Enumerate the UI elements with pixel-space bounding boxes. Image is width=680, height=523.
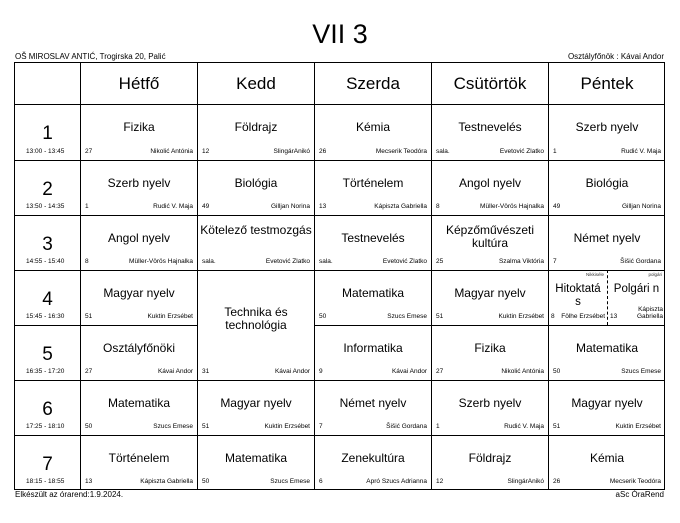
lesson-subject: Történelem (108, 450, 170, 465)
class-teacher: Osztályfőnök : Kávai Andor (567, 52, 664, 61)
lesson-teacher: Szalma Viktória (498, 258, 544, 265)
lesson-subject: Német nyelv (573, 230, 641, 245)
lesson-subject: Matematika (341, 285, 405, 300)
lesson-cell (80, 104, 197, 160)
lesson-teacher: Mecserik Teodóra (609, 478, 661, 485)
day-header: Kedd (197, 62, 314, 104)
lesson-subject: Osztályfőnöki (102, 340, 176, 355)
lesson-room: 50 (202, 478, 210, 485)
lesson-teacher: Müller-Vörös Hajnalka (129, 258, 193, 265)
lesson-cell (80, 160, 197, 215)
lesson-room: 6 (319, 478, 323, 485)
lesson-cell (314, 104, 431, 160)
lesson-teacher: Evetović Zlatko (499, 148, 544, 155)
lesson-room: 31 (202, 368, 210, 375)
lesson-room: 25 (436, 258, 444, 265)
lesson-cell (80, 215, 197, 270)
lesson-subject: Kötelező testmozgás (200, 222, 312, 237)
lesson-subject: Magyar nyelv (220, 395, 292, 410)
lesson-cell (314, 160, 431, 215)
lesson-room: sala. (202, 258, 216, 265)
lesson-cell (197, 270, 314, 380)
lesson-subject: Biológia (585, 175, 629, 190)
period-number: 7 (42, 454, 53, 475)
lesson-subject: Fizika (474, 340, 506, 355)
lesson-subject: Matematika (107, 395, 171, 410)
lesson-teacher: Kávai Andor (274, 368, 310, 375)
lesson-room: 13 (85, 478, 93, 485)
timetable-grid (14, 62, 665, 490)
lesson-room: sala. (319, 258, 333, 265)
lesson-cell (431, 325, 548, 380)
lesson-teacher: Kápiszta Gabriella (140, 478, 193, 485)
lesson-room: 9 (319, 368, 323, 375)
lesson-room: 1 (436, 423, 440, 430)
lesson-room: sala. (436, 148, 450, 155)
lesson-room: 13 (610, 313, 618, 320)
lesson-cell (548, 435, 665, 490)
footer-created-date: Elkészült az órarend:1.9.2024. (15, 490, 124, 499)
lesson-cell (197, 104, 314, 160)
period-cell (14, 160, 80, 215)
lesson-teacher: Evetović Zlatko (265, 258, 310, 265)
period-cell (14, 380, 80, 435)
lesson-room: 8 (85, 258, 89, 265)
lesson-cell (314, 270, 431, 325)
lesson-teacher: Szucs Emese (270, 478, 310, 485)
lesson-subject: Földrajz (468, 450, 512, 465)
lesson-subject: Német nyelv (339, 395, 407, 410)
lesson-subject: Magyar nyelv (103, 285, 175, 300)
lesson-room: 27 (436, 368, 444, 375)
lesson-cell (431, 435, 548, 490)
lesson-subject: Polgári n (613, 283, 660, 295)
lesson-cell (314, 380, 431, 435)
lesson-cell (548, 325, 665, 380)
lesson-subject: Magyar nyelv (454, 285, 526, 300)
lesson-cell-split-left (548, 270, 607, 325)
lesson-cell (80, 270, 197, 325)
lesson-teacher: Kávai Andor (157, 368, 193, 375)
lesson-teacher: Nikolić Antónia (501, 368, 544, 375)
lesson-room: 7 (319, 423, 323, 430)
lesson-cell (548, 215, 665, 270)
lesson-subject: Magyar nyelv (571, 395, 643, 410)
day-header: Hétfő (80, 62, 197, 104)
lesson-cell (197, 215, 314, 270)
lesson-room: 7 (553, 258, 557, 265)
lesson-teacher: Kuktin Erzsébet (264, 423, 310, 430)
lesson-room: 51 (202, 423, 210, 430)
lesson-cell (314, 215, 431, 270)
lesson-room: 27 (85, 148, 93, 155)
lesson-teacher: Kápiszta Gabriella (374, 203, 427, 210)
period-number: 1 (42, 123, 53, 144)
lesson-cell (314, 325, 431, 380)
lesson-teacher: Rudić V. Maja (153, 203, 193, 210)
period-cell (14, 215, 80, 270)
lesson-cell (197, 380, 314, 435)
lesson-subject: Biológia (234, 175, 278, 190)
period-cell (14, 104, 80, 160)
lesson-teacher: Nikolić Antónia (150, 148, 193, 155)
lesson-subject: Matematika (575, 340, 639, 355)
lesson-subject: Matematika (224, 450, 288, 465)
lesson-teacher: Müller-Vörös Hajnalka (480, 203, 544, 210)
lesson-teacher: Evetović Zlatko (382, 258, 427, 265)
period-number: 5 (42, 344, 53, 365)
lesson-cell (80, 380, 197, 435)
lesson-cell (197, 160, 314, 215)
period-time: 15:45 - 16:30 (26, 313, 65, 320)
lesson-cell (197, 435, 314, 490)
period-time: 14:55 - 15:40 (26, 258, 65, 265)
lesson-subject: Testnevelés (458, 120, 522, 134)
lesson-room: 1 (85, 203, 89, 210)
lesson-cell (548, 380, 665, 435)
period-cell (14, 325, 80, 380)
lesson-subject: Angol nyelv (458, 175, 522, 190)
group-label: Nikkiséle (585, 272, 604, 277)
lesson-teacher: SlingárAnikó (507, 478, 544, 485)
period-number: 2 (42, 179, 53, 200)
lesson-room: 50 (319, 313, 327, 320)
period-time: 13:00 - 13:45 (26, 148, 65, 155)
lesson-teacher: Rudić V. Maja (504, 423, 544, 430)
lesson-teacher: Mecserik Teodóra (375, 148, 427, 155)
lesson-subject: Testnevelés (341, 230, 405, 245)
lesson-room: 51 (436, 313, 444, 320)
lesson-teacher: Szucs Emese (387, 313, 427, 320)
group-label: polgári (648, 272, 662, 277)
lesson-subject: Hitoktatá s (555, 283, 601, 308)
lesson-room: 26 (553, 478, 561, 485)
lesson-room: 50 (85, 423, 93, 430)
lesson-room: 12 (436, 478, 444, 485)
lesson-cell (548, 160, 665, 215)
lesson-cell (80, 435, 197, 490)
lesson-teacher: Rudić V. Maja (621, 148, 661, 155)
lesson-cell (431, 160, 548, 215)
day-header: Szerda (314, 62, 431, 104)
lesson-room: 26 (319, 148, 327, 155)
footer-software: aSc ÓraRend (615, 490, 664, 499)
lesson-teacher: Gilljan Norina (270, 203, 310, 210)
lesson-subject: Angol nyelv (107, 230, 171, 245)
lesson-teacher: Gilljan Norina (621, 203, 661, 210)
period-cell (14, 435, 80, 490)
lesson-cell (431, 270, 548, 325)
lesson-subject: Szerb nyelv (575, 120, 639, 134)
day-header: Csütörtök (431, 62, 548, 104)
lesson-subject: Földrajz (234, 120, 278, 134)
lesson-room: 8 (551, 313, 555, 320)
lesson-subject: Technika és technológia (224, 305, 288, 332)
lesson-cell (431, 104, 548, 160)
lesson-subject: Fizika (123, 120, 155, 134)
lesson-subject: Szerb nyelv (458, 395, 522, 410)
lesson-teacher: SlingárAnikó (273, 148, 310, 155)
lesson-room: 8 (436, 203, 440, 210)
lesson-teacher: Šišić Gordana (620, 258, 661, 265)
lesson-teacher: Kápiszta Gabriella (636, 306, 663, 320)
period-time: 13:50 - 14:35 (26, 203, 65, 210)
lesson-room: 50 (553, 368, 561, 375)
lesson-teacher: Szucs Emese (621, 368, 661, 375)
lesson-teacher: Kuktin Erzsébet (498, 313, 544, 320)
lesson-subject: Kémia (355, 120, 390, 134)
lesson-room: 49 (202, 203, 210, 210)
period-time: 17:25 - 18:10 (26, 423, 65, 430)
lesson-teacher: Szucs Emese (153, 423, 193, 430)
school-name: OŠ MIROSLAV ANTIĆ, Trogirska 20, Palić (15, 52, 166, 61)
lesson-subject: Szerb nyelv (107, 175, 171, 190)
day-header: Péntek (548, 62, 665, 104)
lesson-room: 12 (202, 148, 210, 155)
lesson-cell (548, 104, 665, 160)
lesson-room: 1 (553, 148, 557, 155)
period-number: 4 (42, 289, 53, 310)
lesson-room: 13 (319, 203, 327, 210)
period-cell (14, 270, 80, 325)
lesson-cell-split-right (607, 270, 665, 325)
lesson-cell (80, 325, 197, 380)
page-title: VII 3 (312, 19, 368, 49)
lesson-room: 27 (85, 368, 93, 375)
lesson-cell (314, 435, 431, 490)
lesson-subject: Képzőművészeti kultúra (445, 222, 535, 250)
period-number: 3 (42, 234, 53, 255)
lesson-teacher: Kuktin Erzsébet (147, 313, 193, 320)
lesson-teacher: Apró Szucs Adrianna (366, 478, 427, 485)
lesson-cell (431, 215, 548, 270)
lesson-teacher: Kuktin Erzsébet (615, 423, 661, 430)
period-time: 18:15 - 18:55 (26, 478, 65, 485)
lesson-subject: Kémia (589, 450, 624, 465)
corner-cell (14, 62, 80, 104)
lesson-cell (431, 380, 548, 435)
period-time: 16:35 - 17:20 (26, 368, 65, 375)
lesson-room: 51 (553, 423, 561, 430)
lesson-room: 49 (553, 203, 561, 210)
lesson-teacher: Fölhe Erzsébet (561, 313, 605, 320)
lesson-teacher: Šišić Gordana (386, 423, 427, 430)
lesson-subject: Történelem (342, 175, 404, 190)
lesson-subject: Informatika (343, 340, 403, 355)
lesson-teacher: Kávai Andor (391, 368, 427, 375)
period-number: 6 (42, 399, 53, 420)
lesson-subject: Zenekultúra (341, 450, 405, 465)
lesson-room: 51 (85, 313, 93, 320)
